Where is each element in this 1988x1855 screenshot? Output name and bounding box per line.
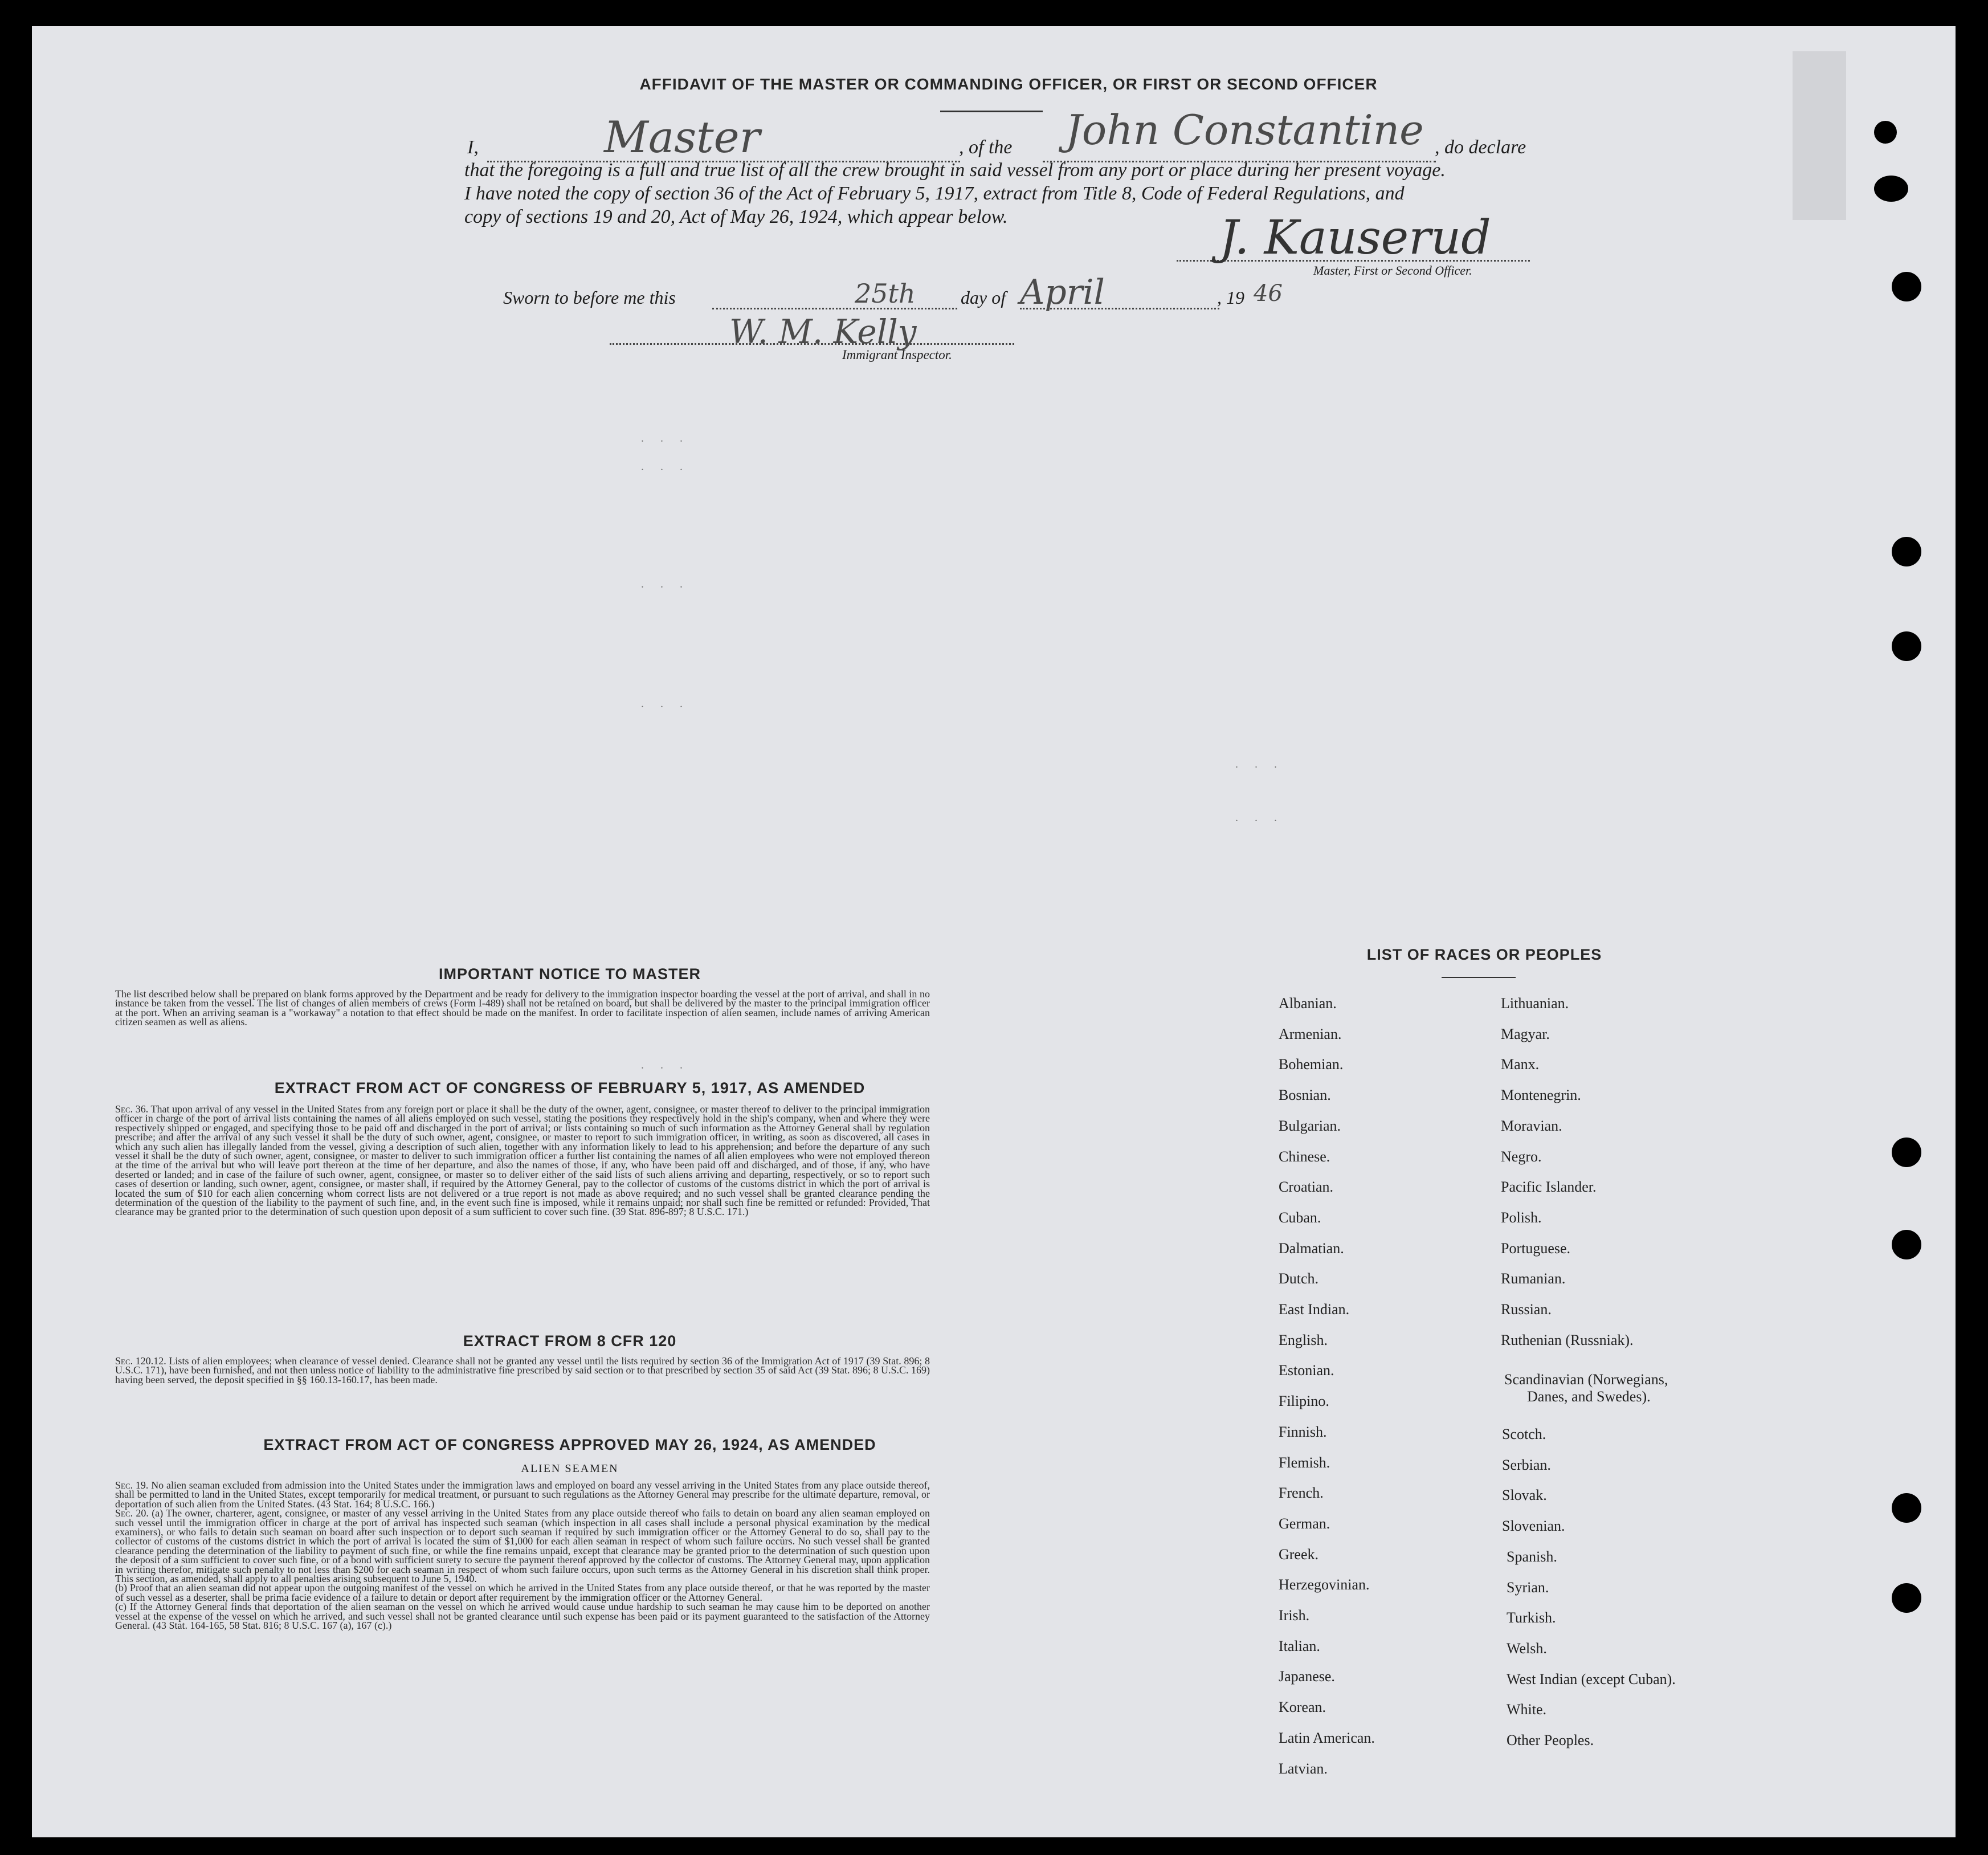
race-item: Irish.: [1279, 1607, 1310, 1624]
binder-hole: [1874, 121, 1897, 144]
faint-dots: . . .: [1235, 758, 1284, 770]
race-item: Syrian.: [1507, 1579, 1549, 1596]
race-item: Manx.: [1501, 1056, 1540, 1073]
section-19-body: No alien seaman excluded from admission into the United States under the immigration laws and employed on board any vessel arriving in the United States from any place outside thereof, shall be permitted to land in the United States, except temporarily for medical treatment, or pursuant to such regulations as the Attorney General may prescribe for the ultimate departure, removal, or deportation of such alien from the United States. (43 Stat. 164; 8 U.S.C. 166.): [115, 1479, 930, 1510]
rank-handwritten: Master: [604, 112, 760, 162]
extract-1917-title: EXTRACT FROM ACT OF CONGRESS OF FEBRUARY 5, 1917, AS AMENDED: [274, 1079, 866, 1096]
section-36-label: Sec. 36.: [115, 1103, 149, 1115]
race-item: Latin American.: [1279, 1729, 1375, 1746]
race-item: Finnish.: [1279, 1423, 1327, 1440]
binder-hole: [1892, 1583, 1921, 1613]
month-handwritten: April: [1020, 272, 1105, 312]
race-item: Chinese.: [1279, 1148, 1330, 1165]
race-item: Dalmatian.: [1279, 1240, 1344, 1257]
race-item: Negro.: [1501, 1148, 1542, 1165]
affidavit-title: AFFIDAVIT OF THE MASTER OR COMMANDING OFFICER, OR FIRST OR SECOND OFFICER: [639, 75, 1378, 93]
race-item: Korean.: [1279, 1699, 1326, 1716]
race-item: Magyar.: [1501, 1025, 1550, 1042]
race-item: East Indian.: [1279, 1301, 1350, 1318]
race-item: Russian.: [1501, 1301, 1552, 1318]
vessel-handwritten: John Constantine: [1066, 106, 1424, 154]
race-item: West Indian (except Cuban).: [1507, 1670, 1676, 1687]
inspector-signature: W. M. Kelly: [729, 312, 917, 351]
race-item: Welsh.: [1507, 1640, 1547, 1657]
signature-caption: Master, First or Second Officer.: [1313, 263, 1472, 278]
race-item: Polish.: [1501, 1209, 1542, 1226]
section-36-body: That upon arrival of any vessel in the United States from any foreign port or place it shall be the duty of the owner, agent, consignee, or master thereof to deliver to the principal immigration officer in charge of the port of arrival lists containing the names of all aliens employed on such vessel, stating the positions they respectively hold in the ship's company, when and where they were respectively shipped or engaged, and specifying those to be paid off and discharged in the port of arrival; or lists containing so much of such information as the Attorney General shall by regulation prescribe; and after the arrival of any such vessel it shall be the duty of such owner, agent, consignee, or master to report to such immigration officer, in writing, as soon as discovered, all cases in which any such alien has illegally landed from the vessel, giving a description of such alien, together with any information likely to lead to his apprehension; and before the departure of any such vessel it shall be the duty of such owner, agent, consignee, or master to deliver to such immigration officer a further list containing the names of all alien employees who were not employed thereon at the time of the arrival but who will leave port thereon at the time of her departure, and also the names of those, if any, who have been paid off and discharged, and of those, if any, who have deserted or landed; and in case of the failure of such owner, agent, consignee, or master so to deliver either of the said lists of such aliens arriving and departing, respectively, or so to report such cases of desertion or landing, such owner, agent, consignee, or master shall, if required by the Attorney General, pay to the collector of customs of the customs district in which the port of arrival is located the sum of $10 for each alien concerning whom correct lists are not delivered or a true report is not made as above required; and no such vessel shall be granted clearance pending the determination of the question of the liability to the payment of such fine, and, in the event such fine is imposed, while it remains unpaid; nor shall such fine be remitted or refunded: Provided, That clearance may be granted prior to the determination of such question upon deposit of a sum sufficient to cover such fine. (39 Stat. 896-897; 8 U.S.C. 171.): [115, 1103, 930, 1218]
race-item: Italian.: [1279, 1637, 1320, 1654]
declaration-line-2: that the foregoing is a full and true list of all the crew brought in said vessel from any port or place during her present voyage.: [464, 160, 1446, 181]
binder-hole: [1874, 176, 1908, 202]
race-item: Flemish.: [1279, 1454, 1330, 1471]
declarant-i-label: I,: [467, 137, 479, 158]
race-item: Moravian.: [1501, 1117, 1562, 1134]
faint-dots: . . .: [641, 460, 689, 473]
race-item: Serbian.: [1502, 1456, 1551, 1473]
race-item: Rumanian.: [1501, 1270, 1566, 1287]
races-title-rule: [1442, 977, 1516, 978]
race-item: Slovenian.: [1502, 1518, 1565, 1535]
faint-dots: . . .: [641, 698, 689, 710]
binder-hole: [1892, 272, 1921, 301]
race-item: Albanian.: [1279, 995, 1337, 1012]
race-item: Bulgarian.: [1279, 1117, 1341, 1134]
alien-seamen-subtitle: ALIEN SEAMEN: [521, 1462, 619, 1475]
section-20-label: Sec. 20.: [115, 1507, 149, 1519]
section-20b: (b) Proof that an alien seaman did not appear upon the outgoing manifest of the vessel on which he arrived in the United States from any place outside thereof, or that he was reported by the master of such vessel as a deserter, shall be prima facie evidence of a failure to detain or deport after requirement by the immigration officer or the Attorney General.: [115, 1582, 930, 1603]
race-item: Slovak.: [1502, 1487, 1547, 1504]
race-item: Portuguese.: [1501, 1240, 1571, 1257]
race-item: Japanese.: [1279, 1668, 1335, 1685]
extract-1924-text: [115, 1481, 930, 1630]
race-item: German.: [1279, 1515, 1330, 1532]
faint-dots: . . .: [1235, 812, 1284, 824]
race-item: Dutch.: [1279, 1270, 1319, 1287]
extract-1917-text: [115, 1104, 930, 1217]
race-item: English.: [1279, 1331, 1328, 1348]
margin-shading: [1793, 51, 1846, 220]
of-the-label: , of the: [959, 137, 1013, 158]
day-blank: [712, 308, 957, 309]
do-declare-label: , do declare: [1435, 137, 1526, 158]
section-19-label: Sec. 19.: [115, 1479, 149, 1491]
inspector-caption: Immigrant Inspector.: [842, 348, 952, 362]
race-scandinavian-line-2: Danes, and Swedes).: [1527, 1388, 1651, 1405]
race-item: Spanish.: [1507, 1548, 1557, 1565]
title-rule: [940, 111, 1043, 112]
race-scandinavian-line-1: Scandinavian (Norwegians,: [1504, 1371, 1668, 1388]
day-handwritten: 25th: [855, 278, 916, 309]
notice-text: The list described below shall be prepared on blank forms approved by the Department and be ready for delivery to the immigration inspector boarding the vessel at the port of arrival, and shall in no instance be taken from the vessel. The list of changes of alien members of crews (Form I-489) shall not be retained on board, but shall be delivered by the master to the principal immigration officer at the port. When an arriving seaman is a "workaway" a notation to that effect should be made on the manifest. In order to facilitate inspection of alien seamen, include names of arriving American citizen seamen as well as aliens.: [115, 988, 930, 1028]
year-handwritten: 46: [1254, 280, 1283, 307]
section-19: [115, 1481, 930, 1509]
race-item: Armenian.: [1279, 1025, 1342, 1042]
declaration-line-3: I have noted the copy of section 36 of the Act of February 5, 1917, extract from Title 8, Code of Federal Regulations, and: [464, 183, 1405, 204]
race-item: French.: [1279, 1485, 1324, 1502]
race-item: Turkish.: [1507, 1609, 1556, 1626]
section-120-12-label: Sec. 120.12.: [115, 1355, 166, 1367]
declaration-line-4: copy of sections 19 and 20, Act of May 26, 1924, which appear below.: [464, 206, 1008, 227]
binder-hole: [1892, 631, 1921, 661]
race-item: Bosnian.: [1279, 1087, 1331, 1104]
race-item: Estonian.: [1279, 1362, 1334, 1379]
race-item: Cuban.: [1279, 1209, 1321, 1226]
binder-hole: [1892, 1138, 1921, 1167]
section-120-12-body: Lists of alien employees; when clearance of vessel denied. Clearance shall not be granted any vessel until the lists required by section 36 of the Immigration Act of 1917 (39 Stat. 896; 8 U.S.C. 171), have been furnished, and not then unless notice of liability to the administrative fine prescribed by said section or to that prescribed by section 35 of said Act (39 Stat. 896; 8 U.S.C. 169) having been served, the deposit specified in §§ 160.13-160.17, has been made.: [115, 1355, 930, 1385]
race-item: Greek.: [1279, 1546, 1319, 1563]
binder-hole: [1892, 1230, 1921, 1259]
faint-dots: . . .: [641, 578, 689, 590]
race-item: Scotch.: [1502, 1426, 1546, 1442]
race-item: Pacific Islander.: [1501, 1179, 1597, 1196]
extract-1924-title: EXTRACT FROM ACT OF CONGRESS APPROVED MAY 26, 1924, AS AMENDED: [263, 1436, 876, 1453]
races-title: LIST OF RACES OR PEOPLES: [1366, 946, 1602, 963]
race-item: Latvian.: [1279, 1760, 1328, 1777]
extract-cfr-text: [115, 1356, 930, 1384]
section-20c: (c) If the Attorney General finds that deportation of the alien seaman on the vessel on which he arrived would cause undue hardship to such seaman he may cause him to be deported on another vessel at the expense of the vessel on which he arrived, and such vessel shall not be granted clearance until such expense has been paid or its payment guaranteed to the satisfaction of the Attorney General. (43 Stat. 164-165, 58 Stat. 816; 8 U.S.C. 167 (a), 167 (c).): [115, 1601, 930, 1632]
race-item: Montenegrin.: [1501, 1087, 1581, 1104]
faint-dots: . . .: [641, 432, 689, 445]
race-item: Herzegovinian.: [1279, 1576, 1370, 1593]
notice-title: IMPORTANT NOTICE TO MASTER: [439, 965, 701, 982]
binder-hole: [1892, 537, 1921, 566]
race-item: Other Peoples.: [1507, 1732, 1594, 1748]
sworn-label: Sworn to before me this: [503, 287, 676, 308]
section-20a: [115, 1509, 930, 1583]
race-item: Ruthenian (Russniak).: [1501, 1331, 1634, 1348]
year-prefix-label: , 19: [1217, 287, 1244, 308]
race-item: Filipino.: [1279, 1393, 1329, 1410]
day-of-label: day of: [961, 287, 1006, 308]
extract-cfr-title: EXTRACT FROM 8 CFR 120: [463, 1332, 677, 1350]
separator-dots: . . .: [641, 1059, 689, 1071]
race-item: Bohemian.: [1279, 1056, 1344, 1073]
race-item: Lithuanian.: [1501, 995, 1569, 1012]
section-20a-body: (a) The owner, charterer, agent, consignee, or master of any vessel arriving in the United States from any place outside thereof who fails to detain on board any alien seaman employed on such vessel until the immigration officer in charge at the port of arrival has inspected such seaman (which inspection in all cases shall include a personal physical examination by the medical examiners), or who fails to detain such seaman on board after such inspection or to deport such seaman if required by such immigration officer or the Attorney General to do so, shall pay to the collector of customs of the customs district in which the port of arrival is located the sum of $1,000 for each alien seaman in respect of whom such failure occurs. No such vessel shall be granted clearance pending the determination of the liability to payment of such fine, or while the fine remains unpaid, except that clearance may be granted prior to the determination of such question upon the deposit of a sum sufficient to cover such fine, or of a bond with sufficient surety to secure the payment thereof approved by the collector of customs. The Attorney General may, upon application in writing therefor, mitigate such penalty to not less than $200 for each seaman in respect of whom such failure occurs, upon such terms as the Attorney General in his discretion shall think proper. This section, as amended, shall apply to all penalties arising subsequent to June 5, 1940.: [115, 1507, 930, 1585]
master-signature: J. Kauserud: [1219, 211, 1491, 265]
race-item: White.: [1507, 1701, 1547, 1718]
binder-hole: [1892, 1493, 1921, 1523]
race-item: Croatian.: [1279, 1179, 1334, 1196]
